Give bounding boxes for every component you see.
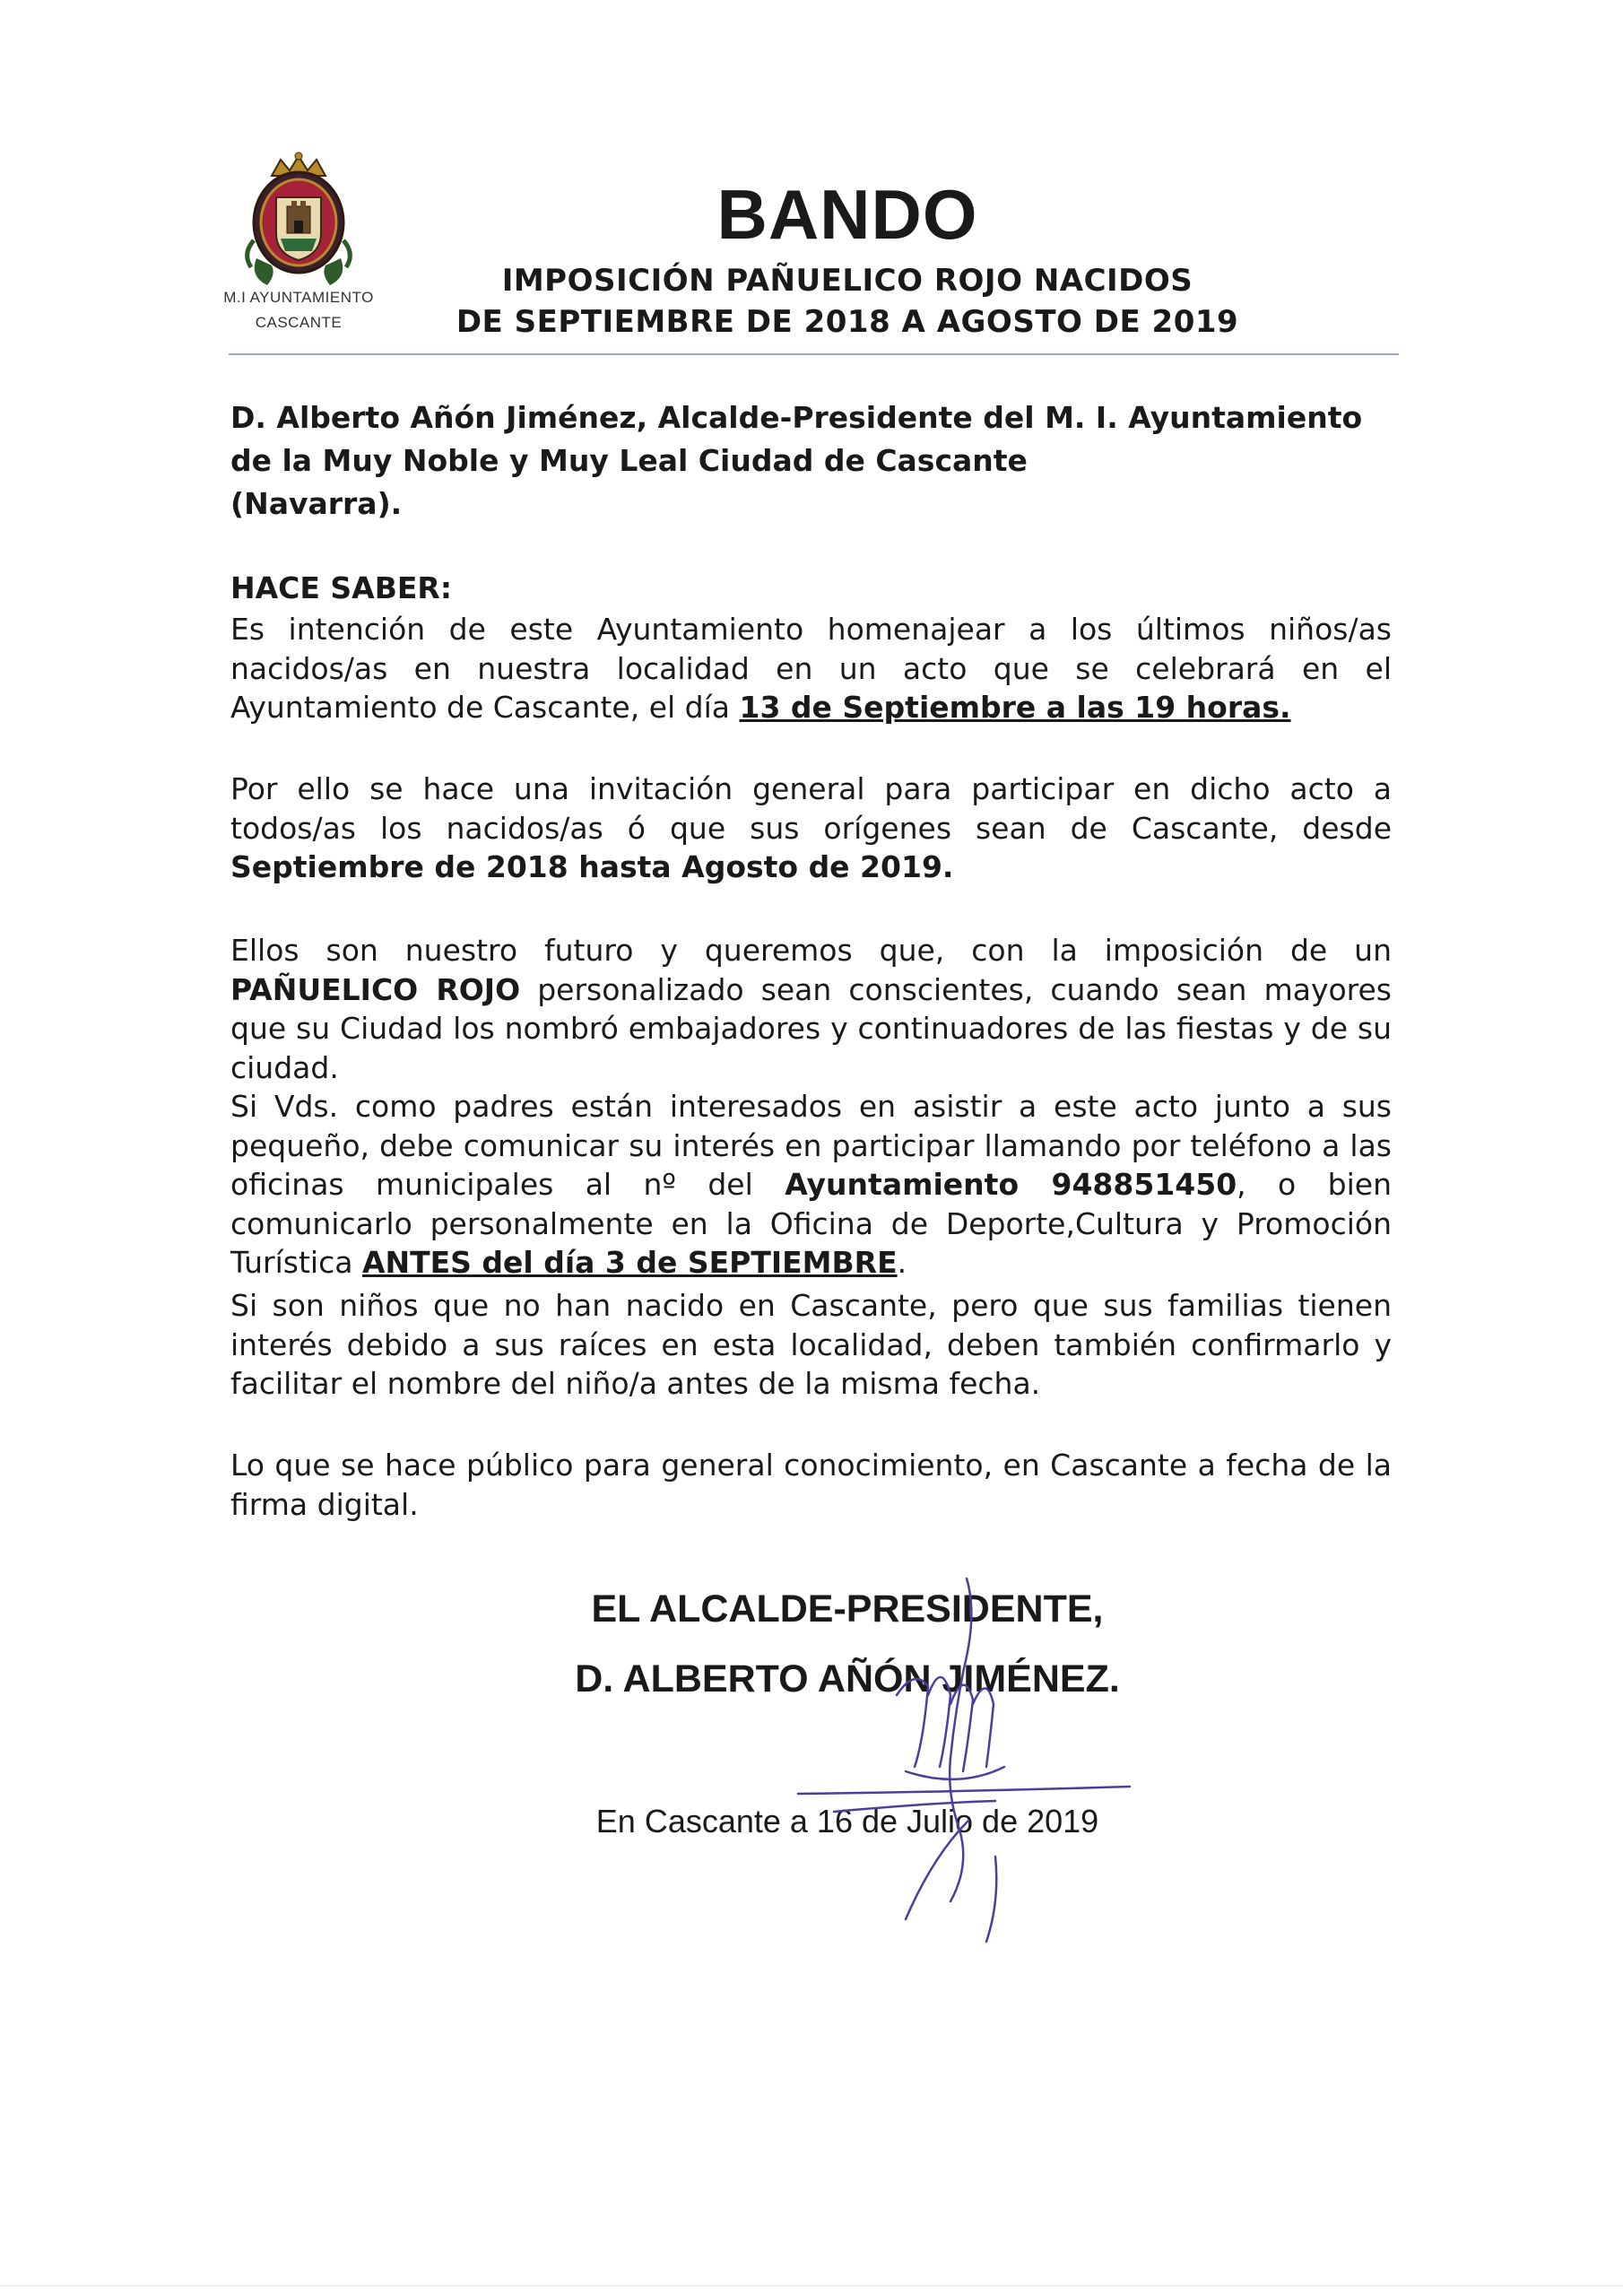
document-subtitle-line2: DE SEPTIEMBRE DE 2018 A AGOSTO DE 2019 xyxy=(456,304,1239,340)
hace-saber-heading: HACE SABER: xyxy=(230,570,453,605)
p3-text-a: Ellos son nuestro futuro y queremos que, con la imposición de un xyxy=(230,933,1392,968)
header-divider xyxy=(229,353,1399,355)
signature-date: En Cascante a 16 de Julio de 2019 xyxy=(595,1803,1099,1839)
intro-paragraph xyxy=(230,396,1392,526)
intro-line2: de la Muy Noble y Muy Leal Ciudad de Cascante xyxy=(230,443,1028,478)
panuelico-highlight: PAÑUELICO ROJO xyxy=(230,971,521,1007)
handwritten-signature-icon xyxy=(771,1561,1148,1946)
paragraph-general-invitation xyxy=(230,770,1392,887)
p3-text-b: personalizado sean conscientes, cuando sean mayores que su Ciudad los nombró embajadores y continuadores de las fiestas y de su ciudad. xyxy=(230,971,1392,1085)
document-title: BANDO xyxy=(716,175,978,254)
page-bottom-edge xyxy=(0,2285,1623,2286)
signatory-role: EL ALCALDE-PRESIDENTE, xyxy=(591,1587,1104,1631)
paragraph-registration xyxy=(230,1087,1392,1283)
p4-text-c: . xyxy=(897,1245,907,1280)
paragraph-panuelico xyxy=(230,931,1392,1087)
signatory-name: D. ALBERTO AÑÓN JIMÉNEZ. xyxy=(575,1657,1120,1700)
date-range-highlight: Septiembre de 2018 hasta Agosto de 2019. xyxy=(230,849,954,884)
p2-text: Por ello se hace una invitación general para participar en dicho acto a todos/as los nacidos/as ó que sus orígenes sean de Cascante, desde xyxy=(230,771,1392,846)
paragraph-invitation-event xyxy=(230,610,1392,727)
intro-line3: (Navarra). xyxy=(230,486,403,521)
crest-label-line1: M.I AYUNTAMIENTO xyxy=(223,289,374,306)
intro-line1: D. Alberto Añón Jiménez, Alcalde-Presidente del M. I. Ayuntamiento xyxy=(230,400,1363,435)
document-subtitle-line1: IMPOSICIÓN PAÑUELICO ROJO NACIDOS xyxy=(501,263,1193,299)
p4-text-a: Si Vds. como padres están interesados en asistir a este acto junto a sus pequeño, debe comunicar su interés en participar llamando por teléfono a las oficinas municipales al nº del xyxy=(230,1089,1392,1202)
p4-text-b: , o bien comunicarlo personalmente en la Oficina de Deporte,Cultura y Promoción Turística xyxy=(230,1167,1392,1280)
event-date-highlight: 13 de Septiembre a las 19 horas. xyxy=(739,690,1291,725)
crest-label-line2: CASCANTE xyxy=(255,314,343,331)
paragraph-closing: Lo que se hace público para general conocimiento, en Cascante a fecha de la firma digital. xyxy=(230,1448,1392,1522)
p1-text: Es intención de este Ayuntamiento homenajear a los últimos niños/as nacidos/as en nuestra localidad en un acto que se celebrará en el Ayuntamiento de Cascante, el día xyxy=(230,612,1392,725)
deadline-highlight: ANTES del día 3 de SEPTIEMBRE xyxy=(361,1245,898,1280)
paragraph-non-native: Si son niños que no han nacido en Cascante, pero que sus familias tienen interés debido a sus raíces en esta localidad, deben también confirmarlo y facilitar el nombre del niño/a antes de la misma fecha. xyxy=(230,1288,1392,1401)
phone-highlight: Ayuntamiento 948851450 xyxy=(785,1167,1237,1202)
